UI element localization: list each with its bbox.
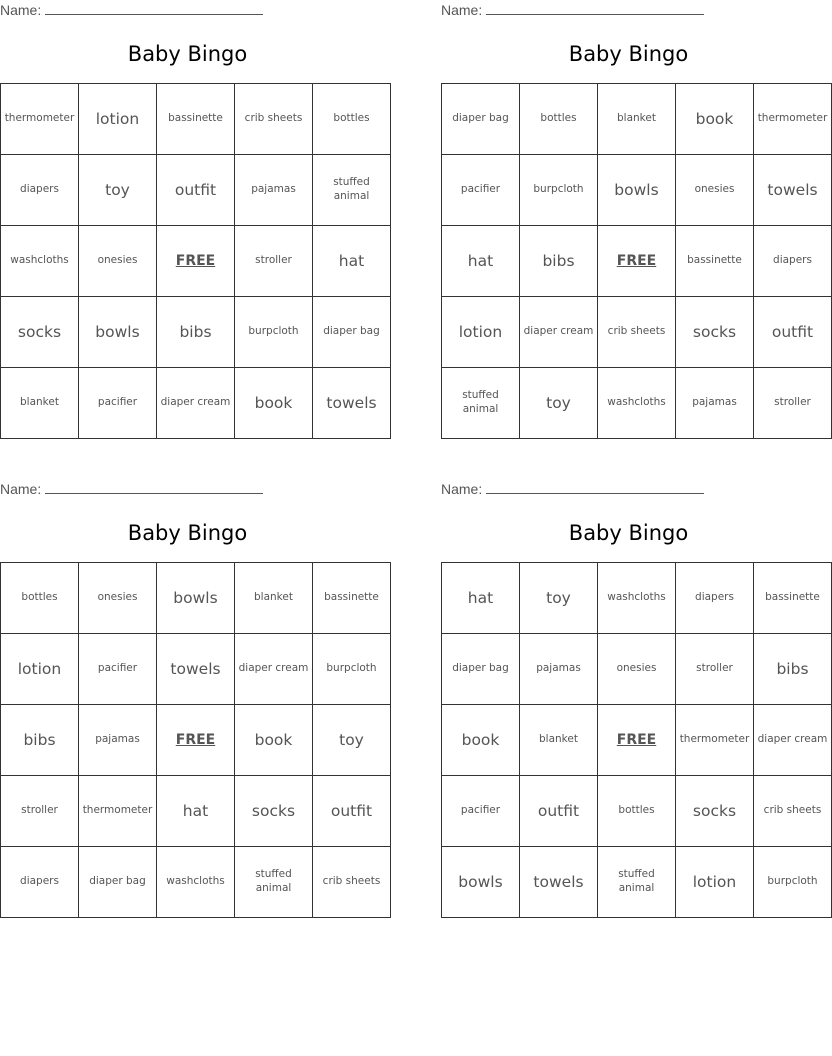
name-field-label [441, 481, 704, 497]
bingo-cell: outfit [157, 155, 235, 226]
name-field-label [0, 2, 263, 18]
bingo-cell: onesies [79, 226, 157, 297]
bingo-cell: pajamas [676, 368, 754, 439]
name-label: Name: [0, 481, 42, 497]
bingo-card-1 [0, 0, 380, 440]
bingo-cell: socks [676, 776, 754, 847]
bingo-cell: toy [313, 705, 391, 776]
bingo-cell: lotion [676, 847, 754, 918]
bingo-cell: bowls [157, 563, 235, 634]
bingo-row [1, 776, 391, 847]
bingo-cell: burpcloth [754, 847, 832, 918]
bingo-cell: diaper bag [79, 847, 157, 918]
bingo-grid [441, 562, 832, 918]
bingo-cell: toy [520, 563, 598, 634]
bingo-row [442, 776, 832, 847]
bingo-cell: hat [442, 226, 520, 297]
bingo-cell: thermometer [676, 705, 754, 776]
bingo-cell: bassinette [157, 84, 235, 155]
bingo-cell: thermometer [79, 776, 157, 847]
bingo-cell: pacifier [442, 155, 520, 226]
bingo-cell: onesies [79, 563, 157, 634]
bingo-cell: diaper bag [442, 84, 520, 155]
name-label: Name: [441, 481, 483, 497]
bingo-cell: diapers [1, 155, 79, 226]
bingo-cell: diaper bag [313, 297, 391, 368]
bingo-cell: burpcloth [235, 297, 313, 368]
name-blank-line [486, 2, 704, 15]
bingo-grid [0, 83, 391, 439]
card-title: Baby Bingo [568, 42, 689, 66]
bingo-cell: book [235, 705, 313, 776]
bingo-row [442, 84, 832, 155]
bingo-cell: onesies [598, 634, 676, 705]
bingo-row [442, 297, 832, 368]
bingo-cell: stroller [754, 368, 832, 439]
free-space-cell: FREE [598, 705, 676, 776]
bingo-cell: bottles [520, 84, 598, 155]
bingo-cell: lotion [79, 84, 157, 155]
bingo-cell: diapers [676, 563, 754, 634]
card-title: Baby Bingo [127, 521, 248, 545]
bingo-row [442, 705, 832, 776]
bingo-cell: pacifier [79, 368, 157, 439]
bingo-cell: stroller [235, 226, 313, 297]
bingo-cell: toy [79, 155, 157, 226]
bingo-cell: diaper cream [754, 705, 832, 776]
bingo-cell: blanket [1, 368, 79, 439]
bingo-cell: bowls [598, 155, 676, 226]
bingo-cell: stroller [1, 776, 79, 847]
card-title: Baby Bingo [568, 521, 689, 545]
bingo-cell: washcloths [598, 563, 676, 634]
bingo-cell: diaper bag [442, 634, 520, 705]
bingo-cell: crib sheets [754, 776, 832, 847]
bingo-cell: diaper cream [235, 634, 313, 705]
bingo-cell: hat [157, 776, 235, 847]
bingo-cell: pacifier [79, 634, 157, 705]
bingo-cell: pajamas [520, 634, 598, 705]
bingo-card-4 [441, 479, 828, 919]
bingo-row [1, 297, 391, 368]
name-blank-line [45, 481, 263, 494]
bingo-cell: blanket [598, 84, 676, 155]
bingo-cell: outfit [754, 297, 832, 368]
card-title: Baby Bingo [127, 42, 248, 66]
bingo-cell: diaper cream [157, 368, 235, 439]
bingo-cell: toy [520, 368, 598, 439]
bingo-row [1, 368, 391, 439]
bingo-cell: bibs [754, 634, 832, 705]
name-field-label [0, 481, 263, 497]
bingo-row [442, 155, 832, 226]
bingo-card-3 [0, 479, 381, 919]
bingo-cell: bassinette [754, 563, 832, 634]
bingo-cell: burpcloth [313, 634, 391, 705]
bingo-cell: pajamas [235, 155, 313, 226]
bingo-cell: socks [676, 297, 754, 368]
bingo-cell: thermometer [754, 84, 832, 155]
bingo-cell: bibs [1, 705, 79, 776]
bingo-row [442, 634, 832, 705]
bingo-cell: book [676, 84, 754, 155]
bingo-cell: stuffed animal [598, 847, 676, 918]
bingo-cell: blanket [235, 563, 313, 634]
bingo-cell: stuffed animal [442, 368, 520, 439]
bingo-cell: lotion [442, 297, 520, 368]
bingo-cell: book [235, 368, 313, 439]
bingo-row [442, 226, 832, 297]
bingo-cell: bassinette [676, 226, 754, 297]
name-blank-line [486, 481, 704, 494]
bingo-row [1, 705, 391, 776]
name-field-label [441, 2, 704, 18]
bingo-cell: blanket [520, 705, 598, 776]
bingo-cell: hat [313, 226, 391, 297]
bingo-cell: onesies [676, 155, 754, 226]
bingo-cell: hat [442, 563, 520, 634]
bingo-cell: book [442, 705, 520, 776]
bingo-cell: bottles [598, 776, 676, 847]
bingo-row [1, 634, 391, 705]
free-space-cell: FREE [598, 226, 676, 297]
bingo-row [1, 84, 391, 155]
bingo-cell: pacifier [442, 776, 520, 847]
bingo-cell: bowls [442, 847, 520, 918]
bingo-cell: washcloths [598, 368, 676, 439]
bingo-cell: bibs [520, 226, 598, 297]
bingo-cell: towels [313, 368, 391, 439]
free-space-cell: FREE [157, 705, 235, 776]
bingo-cell: diaper cream [520, 297, 598, 368]
bingo-grid [441, 83, 832, 439]
bingo-row [1, 847, 391, 918]
bingo-cell: crib sheets [313, 847, 391, 918]
bingo-cell: thermometer [1, 84, 79, 155]
bingo-cell: stroller [676, 634, 754, 705]
bingo-cell: bowls [79, 297, 157, 368]
bingo-row [1, 155, 391, 226]
name-label: Name: [0, 2, 42, 18]
bingo-cell: crib sheets [598, 297, 676, 368]
bingo-cell: pajamas [79, 705, 157, 776]
bingo-cell: stuffed animal [235, 847, 313, 918]
bingo-row [442, 847, 832, 918]
bingo-cell: bottles [313, 84, 391, 155]
bingo-cell: bibs [157, 297, 235, 368]
bingo-cell: outfit [520, 776, 598, 847]
bingo-cell: washcloths [1, 226, 79, 297]
bingo-cell: towels [754, 155, 832, 226]
bingo-cell: burpcloth [520, 155, 598, 226]
bingo-cell: towels [157, 634, 235, 705]
bingo-cell: outfit [313, 776, 391, 847]
name-label: Name: [441, 2, 483, 18]
bingo-cell: lotion [1, 634, 79, 705]
bingo-row [1, 226, 391, 297]
bingo-cell: crib sheets [235, 84, 313, 155]
bingo-grid [0, 562, 391, 918]
bingo-cell: bassinette [313, 563, 391, 634]
bingo-cell: diapers [1, 847, 79, 918]
bingo-card-2 [441, 0, 828, 440]
bingo-cell: diapers [754, 226, 832, 297]
free-space-cell: FREE [157, 226, 235, 297]
bingo-cell: socks [1, 297, 79, 368]
bingo-row [442, 563, 832, 634]
bingo-cell: towels [520, 847, 598, 918]
bingo-cell: washcloths [157, 847, 235, 918]
bingo-cell: bottles [1, 563, 79, 634]
bingo-row [1, 563, 391, 634]
bingo-cell: stuffed animal [313, 155, 391, 226]
bingo-row [442, 368, 832, 439]
bingo-cell: socks [235, 776, 313, 847]
name-blank-line [45, 2, 263, 15]
